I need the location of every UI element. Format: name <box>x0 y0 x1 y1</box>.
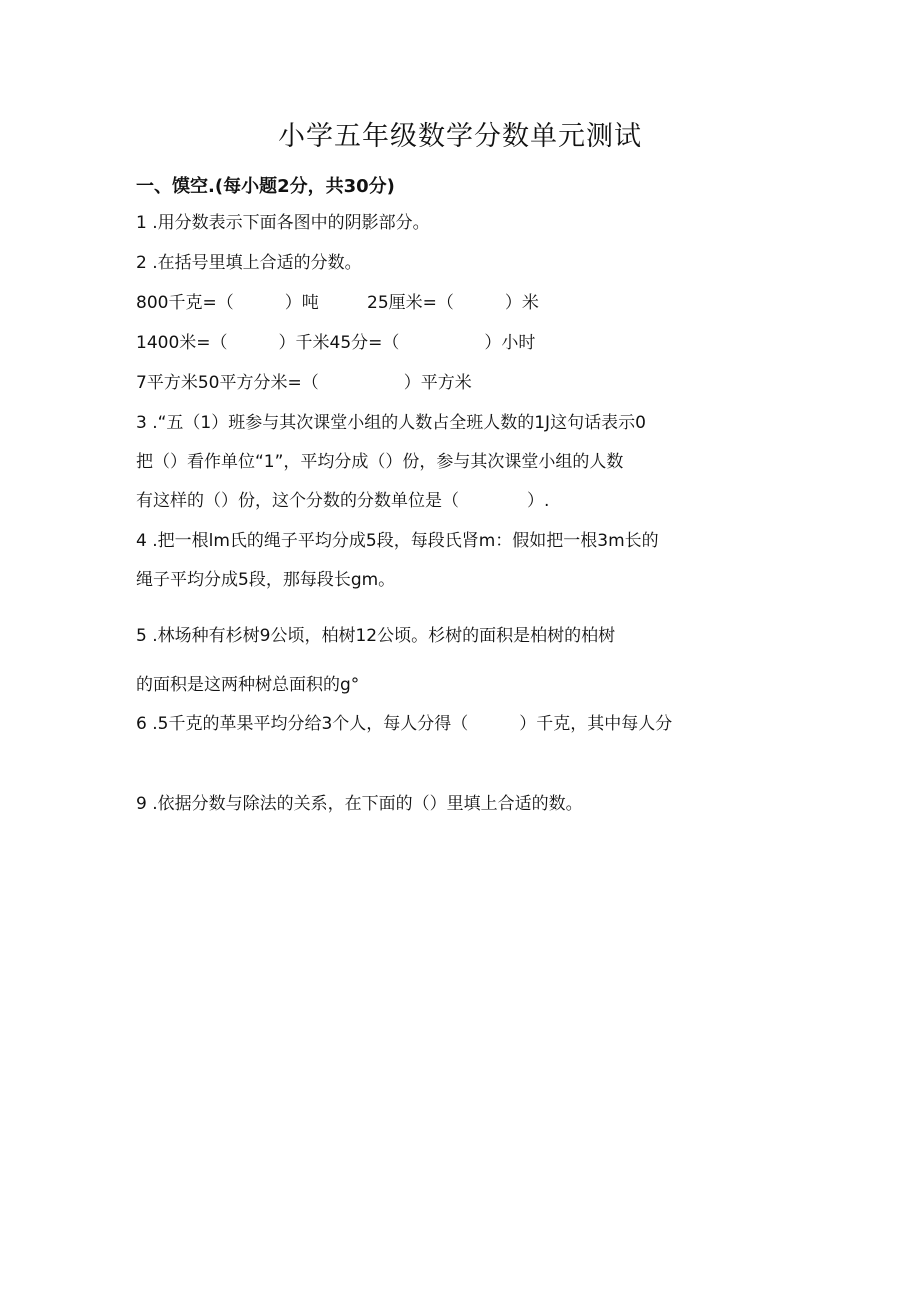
question-2-row-2: 1400米=（ ）千米45分=（ ）小时 <box>136 333 536 353</box>
question-4-line-1: 4 .把一根lm氏的绳子平均分成5段，每段氏肾m：假如把一根3m长的 <box>136 531 659 551</box>
question-3-line-2: 把（）看作单位“1”，平均分成（）份，参与其次课堂小组的人数 <box>136 452 624 472</box>
question-3-line-1: 3 .“五（1）班参与其次课堂小组的人数占全班人数的1J这句话表示0 <box>136 413 646 433</box>
question-9: 9 .依据分数与除法的关系，在下面的（）里填上合适的数。 <box>136 794 583 814</box>
question-2-row-3: 7平方米50平方分米=（ ）平方米 <box>136 373 472 393</box>
question-2: 2 .在括号里填上合适的分数。 <box>136 253 362 273</box>
question-3-line-3: 有这样的（）份，这个分数的分数单位是（ ）. <box>136 491 550 511</box>
question-6: 6 .5千克的革果平均分给3个人，每人分得（ ）千克，其中每人分 <box>136 714 673 734</box>
question-4-line-2: 绳子平均分成5段，那每段长gm。 <box>136 570 396 590</box>
question-5-line-1: 5 .林场种有杉树9公顷，柏树12公顷。杉树的面积是柏树的柏树 <box>136 626 616 646</box>
question-2-item-length: 25厘米=（ ）米 <box>367 293 539 313</box>
question-1: 1 .用分数表示下面各图中的阴影部分。 <box>136 213 430 233</box>
question-2-item-mass: 800千克=（ ）吨 <box>136 293 319 313</box>
section-heading: 一、馍空.(每小题2分，共30分) <box>136 176 395 197</box>
page-title: 小学五年级数学分数单元测试 <box>278 121 642 152</box>
question-5-line-2: 的面积是这两种树总面积的g° <box>136 675 360 695</box>
